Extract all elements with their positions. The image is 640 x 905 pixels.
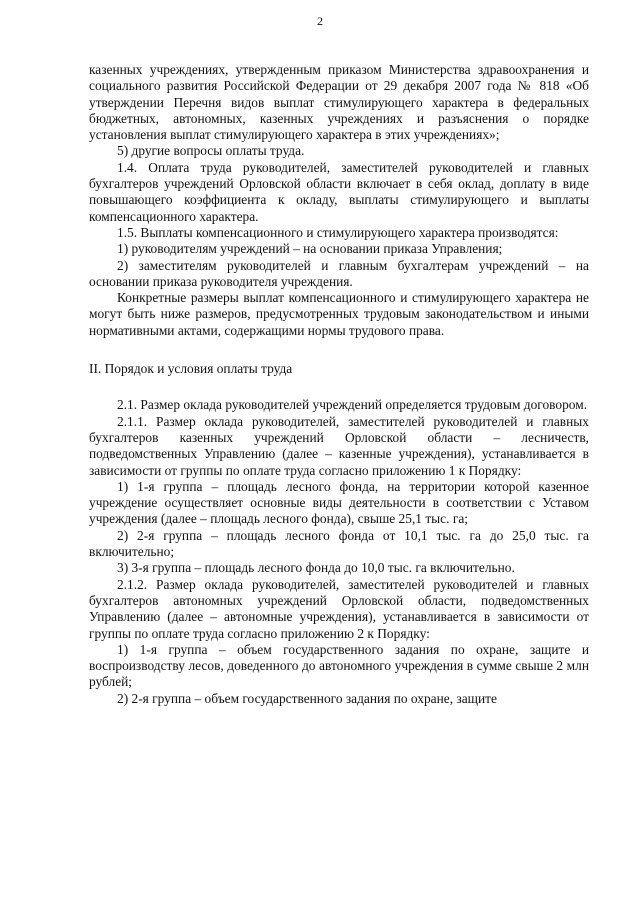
page-number: 2 [317, 14, 323, 28]
document-body [89, 62, 589, 707]
paragraph: 2.1. Размер оклада руководителей учреждений определяется трудовым договором. [117, 397, 588, 413]
paragraph: 5) другие вопросы оплаты труда. [117, 143, 305, 159]
paragraph: 2) 2-я группа – площадь лесного фонда от 10,1 тыс. га до 25,0 тыс. га включительно; [89, 527, 589, 560]
section-two-text [89, 397, 589, 707]
section-heading: II. Порядок и условия оплаты труда [89, 361, 293, 377]
paragraph: 2.1.1. Размер оклада руководителей, заместителей руководителей и главных бухгалтеров казенных учреждений Орловской области – лесничеств, подведомственных Управлению (далее – казенные учреждения), устанавливается в зависимости от группы по оплате труда согласно приложению 1 к Порядку: [89, 413, 589, 478]
paragraph: 1.5. Выплаты компенсационного и стимулирующего характера производятся: [117, 224, 559, 240]
paragraph: 1) 1-я группа – площадь лесного фонда, на территории которой казенное учреждение осуществляет основные виды деятельности в соответствии с Уставом учреждения (далее – площадь лесного фонда), свыше 25,1 тыс. га; [89, 478, 589, 527]
paragraph: 1) руководителям учреждений – на основании приказа Управления; [117, 241, 503, 257]
paragraph: 2) заместителям руководителей и главным бухгалтерам учреждений – на основании приказа руководителя учреждения. [89, 257, 589, 289]
paragraph: казенных учреждениях, утвержденным приказом Министерства здравоохранения и социального развития Российской Федерации от 29 декабря 2007 года № 818 «Об утверждении Перечня видов выплат стимулирующего характера в федеральных бюджетных, автономных, казенных учреждениях и разъяснения о порядке установления выплат стимулирующего характера в этих учреждениях»; [89, 62, 589, 143]
paragraph: 2) 2-я группа – объем государственного задания по охране, защите [117, 690, 497, 706]
paragraph: 2.1.2. Размер оклада руководителей, заместителей руководителей и главных бухгалтеров автономных учреждений Орловской области, подведомственных Управлению (далее – автономные учреждения), устанавливается в зависимости от группы по оплате труда согласно приложению 2 к Порядку: [89, 576, 589, 641]
paragraph: 1.4. Оплата труда руководителей, заместителей руководителей и главных бухгалтеров учреждений Орловской области включает в себя оклад, доплату в виде повышающего коэффициента к окладу, выплаты стимулирующего и выплаты компенсационного характера. [89, 159, 589, 224]
paragraph: Конкретные размеры выплат компенсационного и стимулирующего характера не могут быть ниже размеров, предусмотренных трудовым законодательством и иными нормативными актами, содержащими нормы трудового права. [89, 290, 589, 338]
paragraph: 3) 3-я группа – площадь лесного фонда до 10,0 тыс. га включительно. [117, 560, 515, 576]
section-one-text [89, 62, 589, 339]
paragraph: 1) 1-я группа – объем государственного задания по охране, защите и воспроизводству лесов, доведенного до автономного учреждения в сумме свыше 2 млн рублей; [89, 641, 589, 690]
